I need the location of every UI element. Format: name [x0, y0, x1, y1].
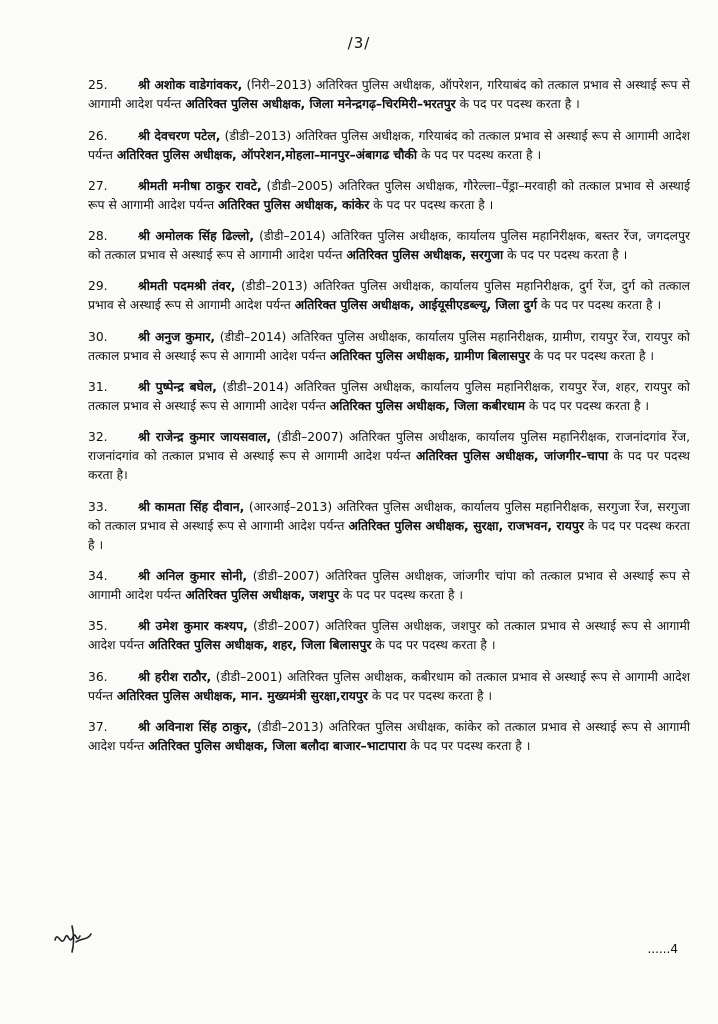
- next-page-marker: ......4: [647, 942, 678, 956]
- posted-to: अतिरिक्त पुलिस अधीक्षक, जशपुर: [185, 587, 339, 602]
- posted-to: अतिरिक्त पुलिस अधीक्षक, जिला मनेन्द्रगढ़–चिरमिरी–भरतपुर: [185, 97, 456, 112]
- entry-closing: के पद पर पदस्थ करता है ।: [88, 518, 690, 552]
- officer-name: श्री देवचरण पटेल,: [138, 128, 221, 143]
- entry-detail: (डीडी–2013) अतिरिक्त पुलिस अधीक्षक, गरियाबंद को तत्काल प्रभाव से अस्थाई रूप से आगामी आदेश पर्यन्त: [88, 128, 690, 162]
- entry-number: 25.: [88, 78, 108, 93]
- order-entry: [88, 668, 690, 706]
- entry-detail: (डीडी–2001) अतिरिक्त पुलिस अधीक्षक, कबीरधाम को तत्काल प्रभाव से अस्थाई रूप से आगामी आदेश पर्यन्त: [88, 669, 690, 703]
- entry-number: 28.: [88, 229, 108, 244]
- entry-detail: (आरआई–2013) अतिरिक्त पुलिस अधीक्षक, कार्यालय पुलिस महानिरीक्षक, सरगुजा रेंज, सरगुजा को तत्काल प्रभाव से अस्थाई रूप से आगामी आदेश पर्यन्त: [88, 499, 690, 533]
- entry-detail: (डीडी–2007) अतिरिक्त पुलिस अधीक्षक, जांजगीर चांपा को तत्काल प्रभाव से अस्थाई रूप से आगामी आदेश पर्यन्त: [88, 568, 690, 602]
- entry-detail: (डीडी–2013) अतिरिक्त पुलिस अधीक्षक, कांकेर को तत्काल प्रभाव से अस्थाई रूप से आगामी आदेश पर्यन्त: [88, 719, 691, 753]
- order-entry: [88, 567, 690, 605]
- posted-to: अतिरिक्त पुलिस अधीक्षक, आईयूसीएडब्ल्यू, जिला दुर्ग: [294, 298, 537, 313]
- entry-number: 26.: [88, 128, 108, 143]
- officer-name: श्री राजेन्द्र कुमार जायसवाल,: [138, 430, 272, 445]
- entry-number: 32.: [88, 430, 108, 445]
- order-entry: [88, 498, 690, 555]
- entry-number: 29.: [88, 279, 108, 294]
- order-entry: [88, 428, 690, 485]
- entry-detail: (डीडी–2007) अतिरिक्त पुलिस अधीक्षक, कार्यालय पुलिस महानिरीक्षक, राजनांदगांव रेंज, राजनांदगांव को तत्काल प्रभाव से अस्थाई रूप से आगामी आदेश पर्यन्त: [88, 430, 690, 464]
- officer-name: श्रीमती मनीषा ठाकुर रावटे,: [138, 178, 262, 193]
- entry-closing: के पद पर पदस्थ करता है ।: [371, 638, 496, 653]
- order-entry: [88, 277, 690, 315]
- order-entry: [88, 378, 690, 416]
- posted-to: अतिरिक्त पुलिस अधीक्षक, जिला कबीरधाम: [329, 399, 525, 414]
- entry-number: 30.: [88, 329, 108, 344]
- entry-closing: के पद पर पदस्थ करता है ।: [417, 147, 542, 162]
- officer-name: श्री उमेश कुमार कश्यप,: [138, 619, 248, 634]
- entry-closing: के पद पर पदस्थ करता है ।: [529, 348, 655, 363]
- signature-icon: [52, 920, 94, 956]
- officer-name: श्री कामता सिंह दीवान,: [138, 499, 245, 514]
- posted-to: अतिरिक्त पुलिस अधीक्षक, सुरक्षा, राजभवन, रायपुर: [348, 518, 584, 533]
- posted-to: अतिरिक्त पुलिस अधीक्षक, शहर, जिला बिलासपुर: [148, 638, 372, 653]
- officer-name: श्रीमती पदमश्री तंवर,: [138, 279, 236, 294]
- officer-name: श्री अमोलक सिंह ढिल्लो,: [138, 229, 255, 244]
- entry-closing: के पद पर पदस्थ करता है।: [88, 449, 690, 483]
- entry-closing: के पद पर पदस्थ करता है ।: [338, 587, 464, 602]
- order-entry: [88, 718, 690, 756]
- entry-detail: (निरी–2013) अतिरिक्त पुलिस अधीक्षक, ऑपरेशन, गरियाबंद को तत्काल प्रभाव से अस्थाई रूप से आगामी आदेश पर्यन्त: [88, 78, 690, 112]
- page-number: /3/: [347, 34, 371, 52]
- entry-number: 35.: [88, 619, 108, 634]
- officer-name: श्री अनिल कुमार सोनी,: [138, 568, 248, 583]
- entry-number: 33.: [88, 499, 108, 514]
- entry-closing: के पद पर पदस्थ करता है ।: [503, 248, 628, 263]
- entry-number: 37.: [88, 719, 108, 734]
- entry-detail: (डीडी–2014) अतिरिक्त पुलिस अधीक्षक, कार्यालय पुलिस महानिरीक्षक, ग्रामीण, रायपुर रेंज, रायपुर को तत्काल प्रभाव से अस्थाई रूप से आगामी आदेश पर्यन्त: [88, 329, 690, 363]
- entry-number: 31.: [88, 380, 108, 395]
- entry-detail: (डीडी–2014) अतिरिक्त पुलिस अधीक्षक, कार्यालय पुलिस महानिरीक्षक, रायपुर रेंज, शहर, रायपुर को तत्काल प्रभाव से अस्थाई रूप से आगामी आदेश पर्यन्त: [88, 380, 690, 414]
- officer-name: श्री अशोक वाडेगांवकर,: [138, 78, 243, 93]
- entry-closing: के पद पर पदस्थ करता है ।: [406, 738, 531, 753]
- posted-to: अतिरिक्त पुलिस अधीक्षक, मान. मुख्यमंत्री सुरक्षा,रायपुर: [116, 688, 368, 703]
- entry-number: 34.: [88, 568, 108, 583]
- entry-number: 27.: [88, 178, 108, 193]
- entry-detail: (डीडी–2007) अतिरिक्त पुलिस अधीक्षक, जशपुर को तत्काल प्रभाव से अस्थाई रूप से आगामी आदेश पर्यन्त: [88, 619, 690, 653]
- order-entry: [88, 76, 690, 114]
- order-entry: [88, 177, 690, 215]
- entry-closing: के पद पर पदस्थ करता है ।: [537, 298, 662, 313]
- officer-name: श्री पुष्पेन्द्र बघेल,: [138, 380, 217, 395]
- entry-closing: के पद पर पदस्थ करता है ।: [369, 197, 494, 212]
- entry-detail: (डीडी–2013) अतिरिक्त पुलिस अधीक्षक, कार्यालय पुलिस महानिरीक्षक, दुर्ग रेंज, दुर्ग को तत्काल प्रभाव से अस्थाई रूप से आगामी आदेश पर्यन्त: [88, 279, 690, 313]
- officer-name: श्री अनुज कुमार,: [138, 329, 216, 344]
- order-entry: [88, 127, 690, 165]
- entry-number: 36.: [88, 669, 108, 684]
- entry-detail: (डीडी–2005) अतिरिक्त पुलिस अधीक्षक, गौरेल्ला–पेंड्रा–मरवाही को तत्काल प्रभाव से अस्थाई रूप से आगामी आदेश पर्यन्त: [88, 178, 690, 212]
- entry-closing: के पद पर पदस्थ करता है ।: [455, 97, 580, 112]
- entry-closing: के पद पर पदस्थ करता है ।: [367, 688, 493, 703]
- order-entries-list: [88, 64, 690, 765]
- posted-to: अतिरिक्त पुलिस अधीक्षक, ऑपरेशन,मोहला–मानपुर–अंबागढ चौकी: [116, 147, 418, 162]
- posted-to: अतिरिक्त पुलिस अधीक्षक, कांकेर: [217, 197, 370, 212]
- posted-to: अतिरिक्त पुलिस अधीक्षक, सरगुजा: [346, 248, 504, 263]
- order-entry: [88, 328, 690, 366]
- officer-name: श्री अविनाश सिंह ठाकुर,: [138, 719, 252, 734]
- posted-to: अतिरिक्त पुलिस अधीक्षक, जिला बलौदा बाजार–भाटापारा: [148, 738, 407, 753]
- order-entry: [88, 227, 690, 265]
- posted-to: अतिरिक्त पुलिस अधीक्षक, ग्रामीण बिलासपुर: [329, 348, 530, 363]
- officer-name: श्री हरीश राठौर,: [138, 669, 212, 684]
- entry-closing: के पद पर पदस्थ करता है ।: [524, 399, 650, 414]
- order-entry: [88, 617, 690, 655]
- posted-to: अतिरिक्त पुलिस अधीक्षक, जांजगीर–चापा: [416, 449, 609, 464]
- entry-detail: (डीडी–2014) अतिरिक्त पुलिस अधीक्षक, कार्यालय पुलिस महानिरीक्षक, बस्तर रेंज, जगदलपुर को तत्काल प्रभाव से अस्थाई रूप से आगामी आदेश पर्यन्त: [88, 229, 690, 263]
